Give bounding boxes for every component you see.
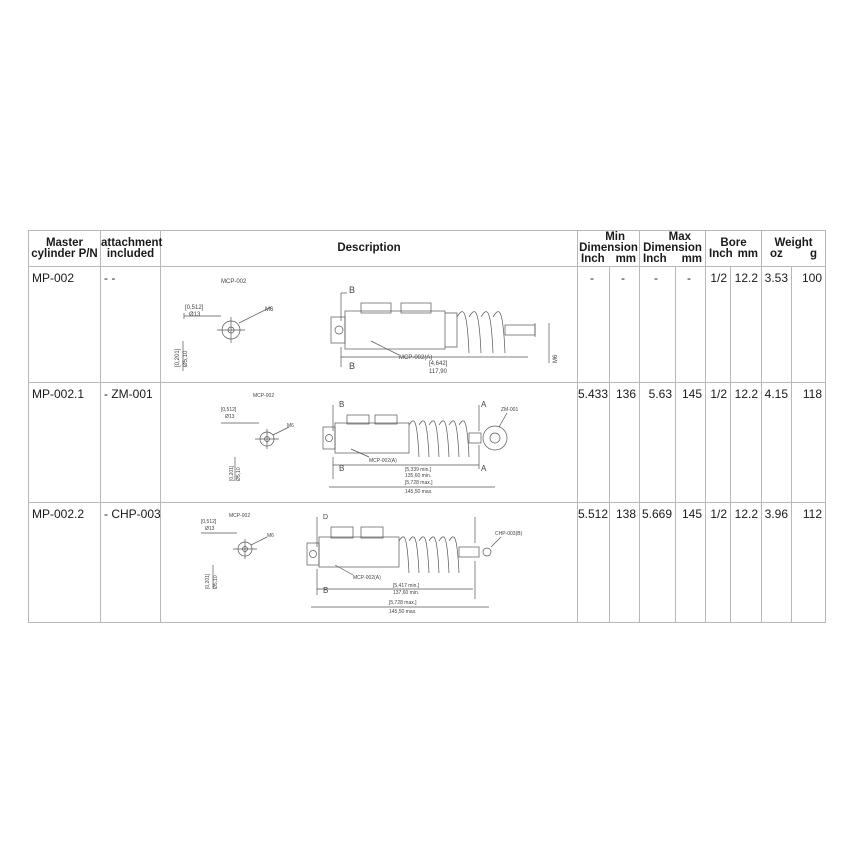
cell-pn: MP-002 [29,267,101,383]
drawing-section-top: B [349,285,356,295]
cell-weight-g: 118 [792,383,826,503]
drawing-part: MCP-002(A) [399,355,433,361]
cell-weight-oz: 3.53 [762,267,792,383]
drawing-mp-002 [161,267,578,383]
table-row [29,267,826,383]
drawing-thread: M6 [265,307,274,313]
drawing-length-in: [4,642] [429,361,448,367]
cell-bore-inch: 1/2 [706,383,731,503]
cell-min-mm: 136 [610,383,640,503]
header-description: Description [161,231,578,267]
cell-bore-mm: 12.2 [731,267,762,383]
drawing-thread-end: M6 [553,354,559,363]
spec-table [28,230,826,623]
drawing-mp-002-1 [161,383,578,503]
header-max-dimension: Max Dimension Inch mm [640,231,706,267]
drawing-len-min-in: [5,339 min.] [405,467,432,473]
cell-min-mm: - [610,267,640,383]
drawing-dia-side: Ø5,10 [213,575,219,589]
drawing-len-min-mm: 137,60 min. [393,590,420,596]
drawing-section-bottom: B [323,586,329,595]
cell-weight-oz: 4.15 [762,383,792,503]
cell-bore-mm: 12.2 [731,503,762,623]
cell-pn: MP-002.1 [29,383,101,503]
drawing-section-bottom: B [349,361,356,371]
cell-max-inch: 5.63 [640,383,676,503]
drawing-attach: CHP-003(B) [495,531,523,537]
header-min-dimension: Min Dimension Inch mm [579,231,638,265]
header-weight: Weight oz g [762,231,826,267]
drawing-mp-002-2 [161,503,578,623]
drawing-len-min-in: [5,417 min.] [393,583,420,589]
cell-attachment: - ZM-001 [101,383,161,503]
drawing-len-min-mm: 135,60 min. [405,473,432,479]
cell-min-inch: 5.512 [578,503,610,623]
cell-max-inch: 5.669 [640,503,676,623]
drawing-dim-top: [0,512] [201,519,217,525]
drawing-len-max-mm: 145,50 max. [405,489,433,495]
drawing-section-a-top: A [481,400,487,409]
cell-attachment: - - [101,267,161,383]
cell-bore-inch: 1/2 [706,503,731,623]
header-bore: Bore Inch mm [706,231,762,267]
drawing-part: MCP-002(A) [353,575,381,581]
drawing-model-label: MCP-002 [253,393,275,399]
drawing-section-d: D [323,514,329,521]
drawing-dia-top: Ø13 [189,312,201,318]
drawing-thread: M6 [287,423,294,429]
drawing-section-top: B [339,400,345,409]
cell-weight-oz: 3.96 [762,503,792,623]
drawing-attach: ZM-001 [501,407,519,413]
table-row [29,503,826,623]
drawing-length-mm: 117,90 [429,369,447,375]
cell-bore-mm: 12.2 [731,383,762,503]
cell-min-mm: 138 [610,503,640,623]
drawing-dia-top: Ø13 [205,526,215,532]
cell-max-inch: - [640,267,676,383]
drawing-model-label: MCP-002 [221,279,247,285]
drawing-part: MCP-002(A) [369,458,397,464]
cell-weight-g: 100 [792,267,826,383]
cell-max-mm: 145 [676,503,706,623]
drawing-len-max-in: [5,728 max.] [405,480,433,486]
drawing-thread: M6 [267,533,274,539]
drawing-section-a-bottom: A [481,464,487,473]
drawing-dia-top: Ø13 [225,414,235,420]
cell-weight-g: 112 [792,503,826,623]
table-row [29,383,826,503]
drawing-dim-top: [0,512] [185,305,204,311]
drawing-dim-side: [0,201] [205,573,211,589]
header-row [29,231,826,267]
drawing-len-max-in: [5,728 max.] [389,600,417,606]
cell-min-inch: - [578,267,610,383]
cell-bore-inch: 1/2 [706,267,731,383]
cell-max-mm: - [676,267,706,383]
drawing-section-bottom: B [339,464,345,473]
cell-attachment: - CHP-003 [101,503,161,623]
drawing-dim-top: [0,512] [221,407,237,413]
header-pn: Master cylinder P/N [29,231,101,267]
drawing-dia-side: Ø5,10 [236,467,242,481]
header-attachment: attachment included [101,231,161,267]
cell-min-inch: 5.433 [578,383,610,503]
drawing-model-label: MCP-002 [229,513,251,519]
drawing-dim-side: [0,201] [229,465,235,481]
drawing-dim-side: [0,201] [175,348,181,367]
cell-max-mm: 145 [676,383,706,503]
cell-pn: MP-002.2 [29,503,101,623]
drawing-dia-side: Ø5,10 [183,350,189,367]
drawing-len-max-mm: 145,50 max. [389,609,417,615]
